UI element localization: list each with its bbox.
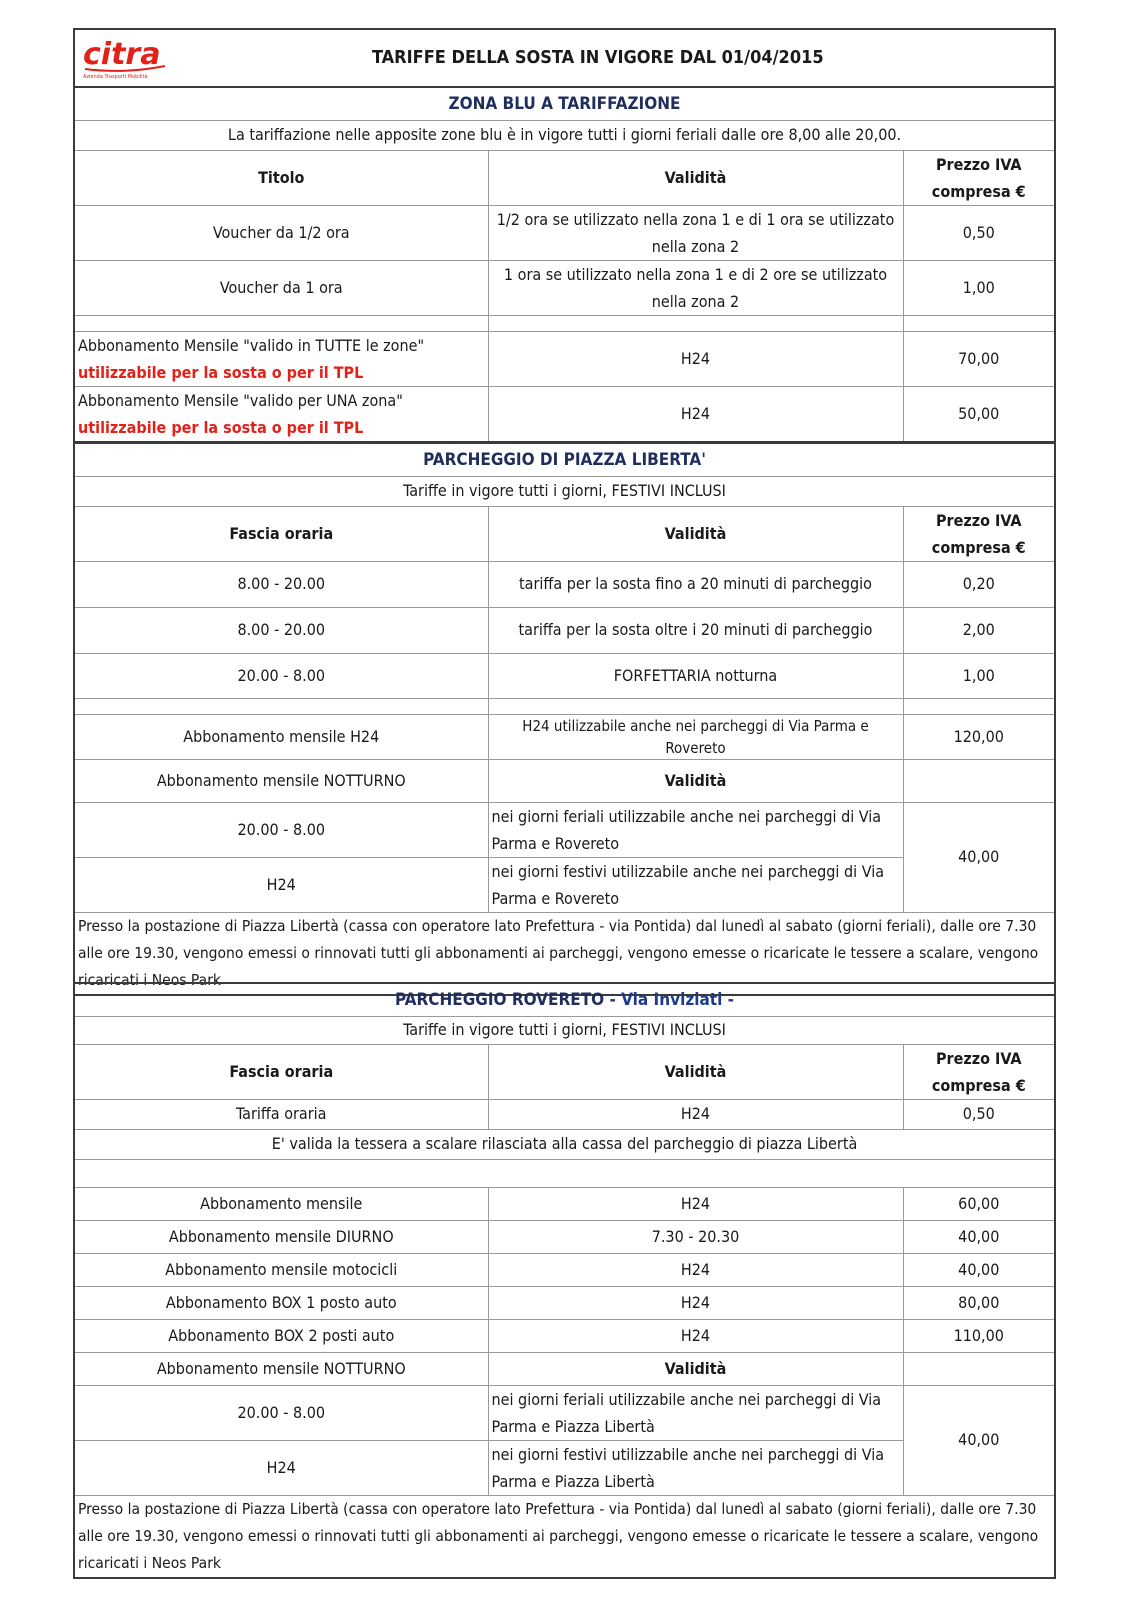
svg-text:Azienda Trasporti Mobilità: Azienda Trasporti Mobilità	[83, 74, 148, 80]
section-title: PARCHEGGIO ROVERETO - Via Inviziati -	[74, 983, 1055, 1016]
table-row: Abbonamento Mensile "valido in TUTTE le zone" utilizzabile per la sosta o per il TPL H24 70,00	[74, 331, 1055, 386]
footer-note: Presso la postazione di Piazza Libertà (cassa con operatore lato Prefettura - via Pontida) dal lunedì al sabato (giorni feriali), dalle ore 7.30 alle ore 19.30, vengono emessi o rinnovati tutti gli abbonamenti ai parcheggi, vengono emesse o ricaricate le tessere a scalare, vengono ricaricati i Neos Park	[74, 912, 1055, 995]
svg-text:citra: citra	[83, 37, 161, 72]
table-row: Abbonamento BOX 1 posto auto H24 80,00	[74, 1286, 1055, 1319]
spacer-row	[74, 1159, 1055, 1187]
table-row: Abbonamento mensile NOTTURNO Validità	[74, 759, 1055, 802]
spacer-row	[74, 315, 1055, 331]
table-row: 20.00 - 8.00 FORFETTARIA notturna 1,00	[74, 653, 1055, 698]
column-header-row	[74, 150, 1055, 205]
night-price: 40,00	[903, 1385, 1055, 1495]
col-header-price: Prezzo IVA compresa €	[903, 506, 1055, 561]
header-row	[74, 29, 1055, 87]
footer-note-row	[74, 1495, 1055, 1578]
table-row: H24 nei giorni festivi utilizzabile anche nei parcheggi di Via Parma e Piazza Libertà	[74, 1440, 1055, 1495]
table-row: Abbonamento mensile NOTTURNO Validità	[74, 1352, 1055, 1385]
page-title: TARIFFE DELLA SOSTA IN VIGORE DAL 01/04/2015	[488, 29, 1055, 87]
table-row: Voucher da 1/2 ora 1/2 ora se utilizzato nella zona 1 e di 1 ora se utilizzato nella zona 2 0,50	[74, 205, 1055, 260]
col-header-slot: Fascia oraria	[74, 1044, 488, 1099]
table-row: Abbonamento mensile H24 H24 utilizzabile anche nei parcheggi di Via Parma e Rovereto 120,00	[74, 714, 1055, 759]
col-header-slot: Fascia oraria	[74, 506, 488, 561]
section-title: ZONA BLU A TARIFFAZIONE	[74, 87, 1055, 120]
table-row: Abbonamento Mensile "valido per UNA zona" utilizzabile per la sosta o per il TPL H24 50,00	[74, 386, 1055, 442]
col-header-title: Titolo	[74, 150, 488, 205]
section-note: Tariffe in vigore tutti i giorni, FESTIVI INCLUSI	[74, 1016, 1055, 1044]
section-title-row	[74, 983, 1055, 1016]
table-row: Tariffa oraria H24 0,50	[74, 1099, 1055, 1129]
table-row: Abbonamento mensile motocicli H24 40,00	[74, 1253, 1055, 1286]
table-row: H24 nei giorni festivi utilizzabile anche nei parcheggi di Via Parma e Rovereto	[74, 857, 1055, 912]
column-header-row	[74, 506, 1055, 561]
table-row: 8.00 - 20.00 tariffa per la sosta fino a 20 minuti di parcheggio 0,20	[74, 561, 1055, 607]
section-title-row	[74, 443, 1055, 476]
citra-logo	[81, 36, 169, 80]
col-header-price: Prezzo IVA compresa €	[903, 1044, 1055, 1099]
col-header-validity: Validità	[488, 506, 903, 561]
col-header-price: Prezzo IVA compresa €	[903, 150, 1055, 205]
zona-blu-table	[73, 28, 1056, 443]
col-header-validity: Validità	[488, 1044, 903, 1099]
rovereto-table	[73, 982, 1056, 1579]
section-title: PARCHEGGIO DI PIAZZA LIBERTA'	[74, 443, 1055, 476]
section-note: Tariffe in vigore tutti i giorni, FESTIVI INCLUSI	[74, 476, 1055, 506]
logo-cell	[74, 29, 488, 87]
table-row: Abbonamento BOX 2 posti auto H24 110,00	[74, 1319, 1055, 1352]
table-row: Voucher da 1 ora 1 ora se utilizzato nella zona 1 e di 2 ore se utilizzato nella zona 2 1,00	[74, 260, 1055, 315]
col-header-validity: Validità	[488, 150, 903, 205]
table-row: 8.00 - 20.00 tariffa per la sosta oltre i 20 minuti di parcheggio 2,00	[74, 607, 1055, 653]
section-note: La tariffazione nelle apposite zone blu è in vigore tutti i giorni feriali dalle ore 8,00 alle 20,00.	[74, 120, 1055, 150]
spacer-row	[74, 698, 1055, 714]
footer-note: Presso la postazione di Piazza Libertà (cassa con operatore lato Prefettura - via Pontida) dal lunedì al sabato (giorni feriali), dalle ore 7.30 alle ore 19.30, vengono emessi o rinnovati tutti gli abbonamenti ai parcheggi, vengono emesse o ricaricate le tessere a scalare, vengono ricaricati i Neos Park	[74, 1495, 1055, 1578]
table-row: 20.00 - 8.00 nei giorni feriali utilizzabile anche nei parcheggi di Via Parma e Rovereto 40,00	[74, 802, 1055, 857]
night-price: 40,00	[903, 802, 1055, 912]
table-row: 20.00 - 8.00 nei giorni feriali utilizzabile anche nei parcheggi di Via Parma e Piazza Libertà 40,00	[74, 1385, 1055, 1440]
table-row: Abbonamento mensile DIURNO 7.30 - 20.30 40,00	[74, 1220, 1055, 1253]
column-header-row	[74, 1044, 1055, 1099]
card-note: E' valida la tessera a scalare rilasciata alla cassa del parcheggio di piazza Libertà	[74, 1129, 1055, 1159]
table-row: Abbonamento mensile H24 60,00	[74, 1187, 1055, 1220]
liberta-table	[73, 442, 1056, 996]
section-title-row	[74, 87, 1055, 120]
